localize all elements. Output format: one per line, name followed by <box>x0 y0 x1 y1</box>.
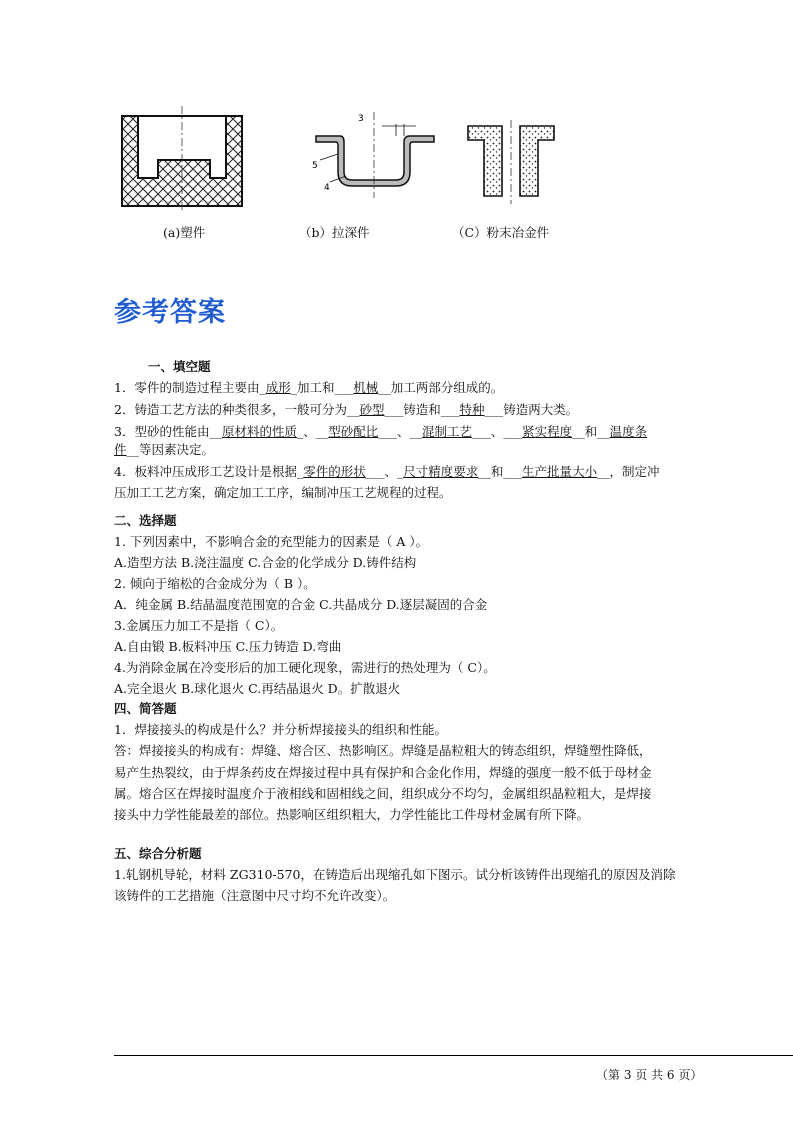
figure-b-caption: （b）拉深件 <box>299 225 370 240</box>
fill-q4-cont: 压加工工艺方案，确定加工工序，编制冲压工艺规程的过程。 <box>114 485 452 500</box>
footer-rule <box>114 1055 793 1056</box>
choice-q3: 3.金属压力加工不是指（ C）。 <box>114 618 284 633</box>
short-a1-line1: 答：焊接接头的构成有：焊缝、熔合区、热影响区。焊缝是晶粒粗大的铸态组织，焊缝塑性降低， <box>114 743 652 758</box>
page-footer: （第 3 页 共 6 页） <box>596 1068 703 1082</box>
choice-q2-options: A．纯金属 B.结晶温度范围宽的合金 C.共晶成分 D.逐层凝固的合金 <box>114 597 488 612</box>
fig-b-label-4: 4 <box>324 183 330 193</box>
figure-b-deep-drawn-part <box>306 110 446 200</box>
choice-q1: 1. 下列因素中，不影响合金的充型能力的因素是（ A ）。 <box>114 534 429 549</box>
answer-title: 参考答案 <box>114 297 226 328</box>
analysis-q1-line1: 1.轧钢机导轮，材料 ZG310-570，在铸造后出现缩孔如下图示。试分析该铸件出现缩孔的原因及消除 <box>114 867 676 882</box>
section-choice-heading: 二、选择题 <box>114 513 177 528</box>
fig-b-dim-label: 3 <box>358 114 364 124</box>
fig-b-label-5: 5 <box>312 161 318 171</box>
choice-q2: 2. 倾向于缩松的合金成分为（ B ）。 <box>114 576 316 591</box>
fill-q3: 3．型砂的性能由__原材料的性质_、__型砂配比___、__混制工艺___、___紧实程度__和__温度条 <box>114 424 648 439</box>
fill-q3-cont: 件__等因素决定。 <box>114 442 215 457</box>
figure-a-caption: (a)塑件 <box>163 225 206 240</box>
fill-q4: 4．板料冲压成形工艺设计是根据_零件的形状___、_尺寸精度要求__和___生产批量大小__，制定冲 <box>114 464 660 479</box>
fill-q1: 1．零件的制造过程主要由_成形_加工和___机械__加工两部分组成的。 <box>114 380 504 395</box>
short-q1: 1．焊接接头的构成是什么？并分析焊接接头的组织和性能。 <box>114 722 447 737</box>
figure-c-powder-metallurgy-part <box>462 118 562 206</box>
section-fill-blank-heading: 一、填空题 <box>148 359 211 374</box>
section-short-answer-heading: 四、简答题 <box>114 701 177 716</box>
figure-c-caption: （C）粉末冶金件 <box>452 225 550 240</box>
analysis-q1-line2: 该铸件的工艺措施（注意图中尺寸均不允许改变）。 <box>114 888 396 903</box>
fill-q2: 2．铸造工艺方法的种类很多，一般可分为__砂型___铸造和___特种___铸造两大类。 <box>114 402 579 417</box>
short-a1-line3: 属。熔合区在焊接时温度介于液相线和固相线之间，组织成分不均匀，金属组织晶粒粗大，是焊接 <box>114 786 652 801</box>
choice-q4-options: A.完全退火 B.球化退火 C.再结晶退火 D。扩散退火 <box>114 681 401 696</box>
choice-q4: 4.为消除金属在冷变形后的加工硬化现象，需进行的热处理为（ C）。 <box>114 660 496 675</box>
short-a1-line4: 接头中力学性能最差的部位。热影响区组织粗大，力学性能比工件母材金属有所下降。 <box>114 807 590 822</box>
figure-a-plastic-part <box>118 104 258 214</box>
section-analysis-heading: 五、综合分析题 <box>114 846 202 861</box>
choice-q1-options: A.造型方法 B.浇注温度 C.合金的化学成分 D.铸件结构 <box>114 555 417 570</box>
short-a1-line2: 易产生热裂纹，由于焊条药皮在焊接过程中具有保护和合金化作用，焊缝的强度一般不低于母材金 <box>114 765 652 780</box>
choice-q3-options: A.自由锻 B.板料冲压 C.压力铸造 D.弯曲 <box>114 639 342 654</box>
